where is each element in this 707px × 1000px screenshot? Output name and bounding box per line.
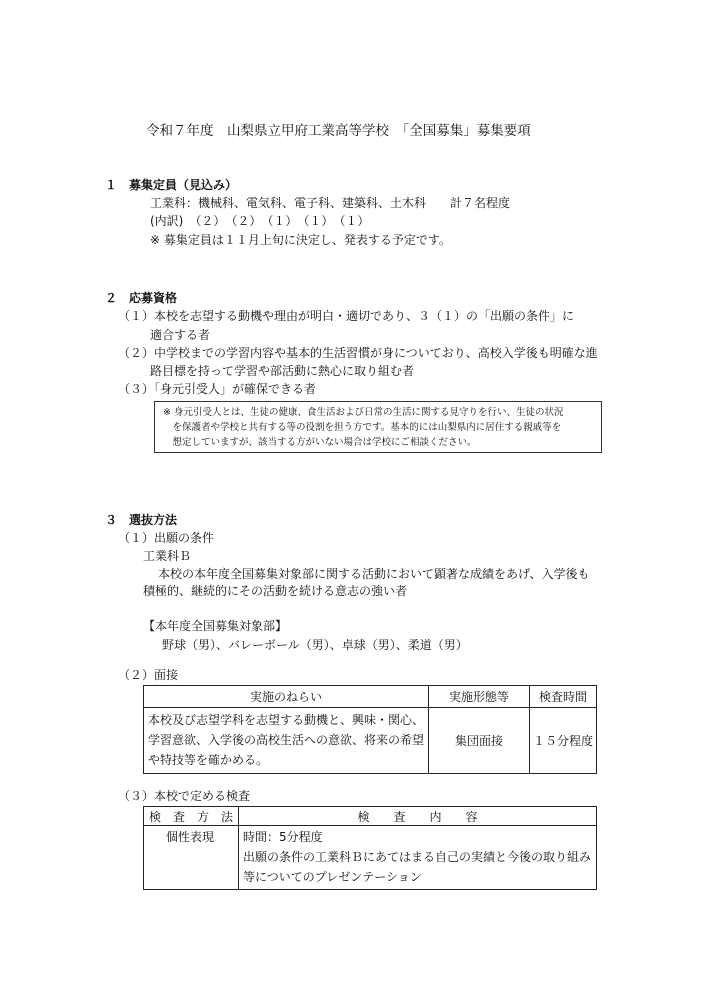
table-header: 検査時間 (530, 686, 597, 708)
interview-aim: 本校及び志望学科を志望する動機と、興味・関心、学習意欲、入学後の高校生活への意欲、将来の希望や特技等を確かめる。 (144, 708, 429, 774)
page-title: 令和７年度 山梨県立甲府工業高等学校 「全国募集」募集要項 (146, 123, 531, 139)
interview-table (143, 685, 597, 774)
section3-heading: ３ 選抜方法 (105, 513, 178, 527)
interview-label: （２）面接 (118, 668, 179, 682)
table-header: 実施のねらい (144, 686, 429, 708)
interview-form: 集団面接 (429, 708, 530, 774)
qualification-3-line1: （３）「身元引受人」が確保できる者 (118, 382, 317, 396)
application-conditions-label: （１）出願の条件 (118, 531, 215, 545)
qualification-2-line2: 路目標を持って学習や部活動に熱心に取り組む者 (150, 364, 415, 378)
exam-content-line: 等についてのプレゼンテーション (243, 870, 422, 884)
table-header: 実施形態等 (429, 686, 530, 708)
course-name: 工業科Ｂ (143, 549, 192, 563)
guarantor-note-box (154, 401, 602, 453)
target-clubs-heading: 【本年度全国募集対象部】 (143, 619, 288, 633)
guarantor-note-line: ※ 身元引受人とは、生徒の健康、食生活および日常の生活に関する見守りを行い、生徒の状況 (163, 407, 564, 418)
qualification-2-line1: （２）中学校までの学習内容や基本的生活習慣が身についており、高校入学後も明確な進 (118, 346, 598, 360)
breakdown-line: (内訳) （２） （２） （１） （１） （１） (150, 214, 370, 228)
capacity-note: ※ 募集定員は１１月上旬に決定し、発表する予定です。 (150, 233, 451, 247)
school-exam-label: （３）本校で定める検査 (118, 789, 251, 803)
condition-text-line2: 積極的、継続的にその活動を続ける意志の強い者 (143, 584, 408, 598)
exam-content-line: 出願の条件の工業科Ｂにあてはまる自己の実績と今後の取り組み (243, 850, 592, 864)
exam-method: 個性表現 (144, 826, 239, 890)
guarantor-note-line: を保護者や学校と共有する等の役割を担う方です。基本的には山梨県内に居住する親戚等を (163, 422, 562, 433)
school-exam-table (143, 806, 597, 890)
section2-heading: ２ 応募資格 (105, 291, 178, 305)
table-header: 検 査 方 法 (144, 807, 239, 826)
condition-text-line1: 本校の本年度全国募集対象部に関する活動において顕著な成績をあげ、入学後も (158, 567, 590, 581)
qualification-1-line2: 適合する者 (150, 328, 211, 342)
table-header-row (144, 807, 597, 826)
exam-content-line: 時間：5分程度 (243, 830, 323, 844)
interview-time: １５分程度 (530, 708, 597, 774)
table-row (144, 708, 597, 774)
table-header: 検 査 内 容 (239, 807, 597, 826)
guarantor-note-line: 想定していますが、該当する方がいない場合は学校にご相談ください。 (163, 437, 477, 448)
table-row (144, 826, 597, 890)
section1-heading: １ 募集定員（見込み） (105, 178, 238, 192)
qualification-1-line1: （１）本校を志望する動機や理由が明白・適切であり、３（１）の「出願の条件」に (118, 309, 575, 323)
exam-content (239, 826, 597, 890)
target-clubs-list: 野球（男）、バレーボール（男）、卓球（男）、柔道（男） (162, 638, 468, 652)
departments-line: 工業科：機械科、電気科、電子科、建築科、土木科 計７名程度 (150, 196, 511, 210)
table-header-row (144, 686, 597, 708)
